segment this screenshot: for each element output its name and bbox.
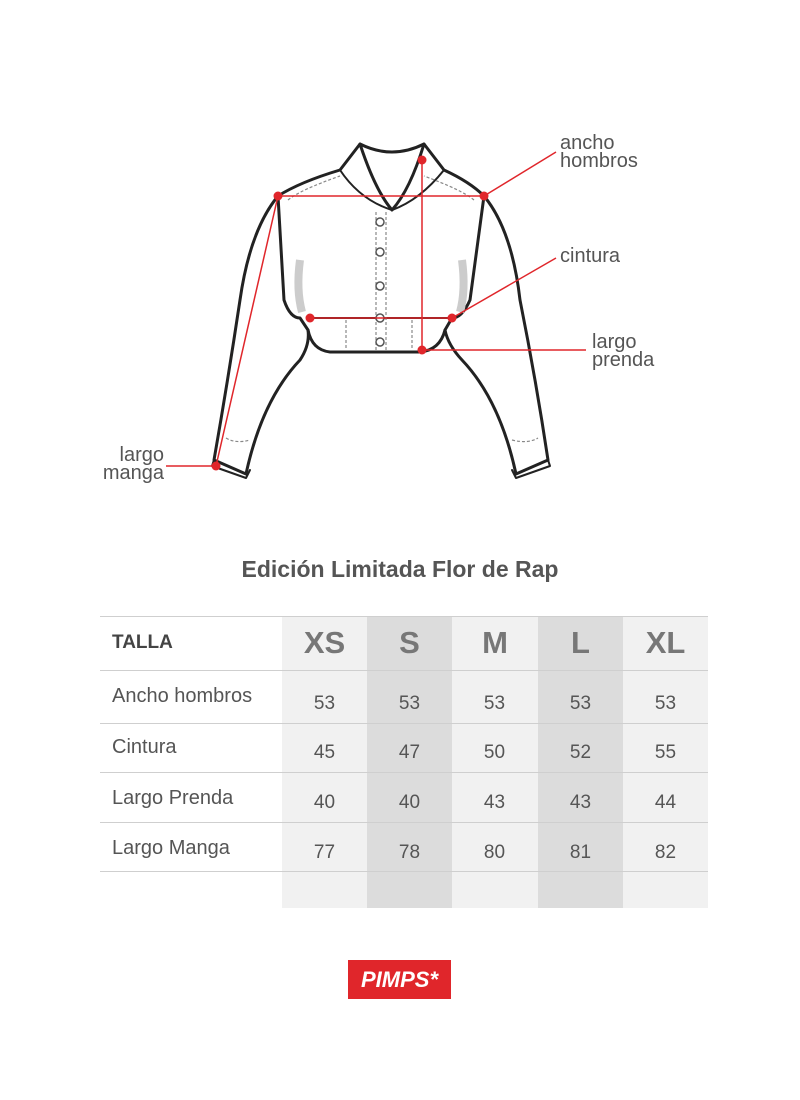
sleeve-length-line — [216, 196, 278, 466]
table-cell: 78 — [398, 842, 421, 863]
table-cell: 53 — [398, 693, 421, 714]
jacket-button — [376, 248, 384, 256]
size-header-xl: XL — [645, 625, 686, 660]
talla-header: TALLA — [112, 632, 173, 653]
jacket-left-sleeve — [214, 196, 308, 474]
jacket-right-sleeve — [445, 196, 548, 474]
table-cell: 53 — [654, 693, 677, 714]
chart-title: Edición Limitada Flor de Rap — [241, 556, 559, 582]
label-ancho-hombros: ancho hombros — [560, 132, 638, 172]
measure-dot — [274, 192, 283, 201]
jacket-button — [376, 218, 384, 226]
table-cell: 40 — [398, 792, 421, 813]
measure-dot — [418, 156, 427, 165]
table-cell: 52 — [569, 742, 592, 763]
divider — [100, 871, 708, 872]
table-cell: 43 — [569, 792, 592, 813]
row-label: Largo Manga — [112, 837, 230, 859]
divider — [100, 772, 708, 773]
jacket-button — [376, 338, 384, 346]
table-cell: 45 — [313, 742, 336, 763]
shoulder-pointer — [484, 152, 556, 196]
jacket-button — [376, 282, 384, 290]
waist-pointer — [452, 258, 556, 318]
table-cell: 53 — [313, 693, 336, 714]
label-largo-prenda: largo prenda — [592, 331, 655, 371]
measure-dot — [212, 462, 221, 471]
table-cell: 55 — [654, 742, 677, 763]
size-header-xs: XS — [303, 625, 346, 660]
measure-dot — [448, 314, 457, 323]
measure-dot — [480, 192, 489, 201]
row-label: Largo Prenda — [112, 787, 234, 809]
divider — [100, 670, 708, 671]
table-cell: 40 — [313, 792, 336, 813]
table-cell: 82 — [654, 842, 677, 863]
size-header-l: L — [571, 625, 590, 660]
label-largo-manga: largo manga — [102, 444, 164, 484]
row-label: Cintura — [112, 736, 177, 758]
label-cintura: cintura — [560, 245, 621, 267]
logo-text: PIMPS* — [360, 966, 439, 992]
divider — [100, 723, 708, 724]
size-header-s: S — [399, 625, 420, 660]
divider — [100, 822, 708, 823]
jacket-illustration — [0, 0, 800, 520]
pimps-logo — [348, 960, 451, 999]
table-cell: 53 — [483, 693, 506, 714]
size-table — [100, 616, 708, 908]
table-cell: 77 — [313, 842, 336, 863]
table-cell: 81 — [569, 842, 592, 863]
size-header-m: M — [482, 625, 508, 660]
measure-dot — [306, 314, 315, 323]
measure-dot — [418, 346, 427, 355]
table-cell: 80 — [483, 842, 506, 863]
row-label: Ancho hombros — [112, 685, 253, 707]
table-cell: 47 — [398, 742, 421, 763]
jacket-diagram — [0, 0, 800, 520]
table-cell: 44 — [654, 792, 677, 813]
table-cell: 53 — [569, 693, 592, 714]
table-cell: 43 — [483, 792, 506, 813]
table-cell: 50 — [483, 742, 506, 763]
